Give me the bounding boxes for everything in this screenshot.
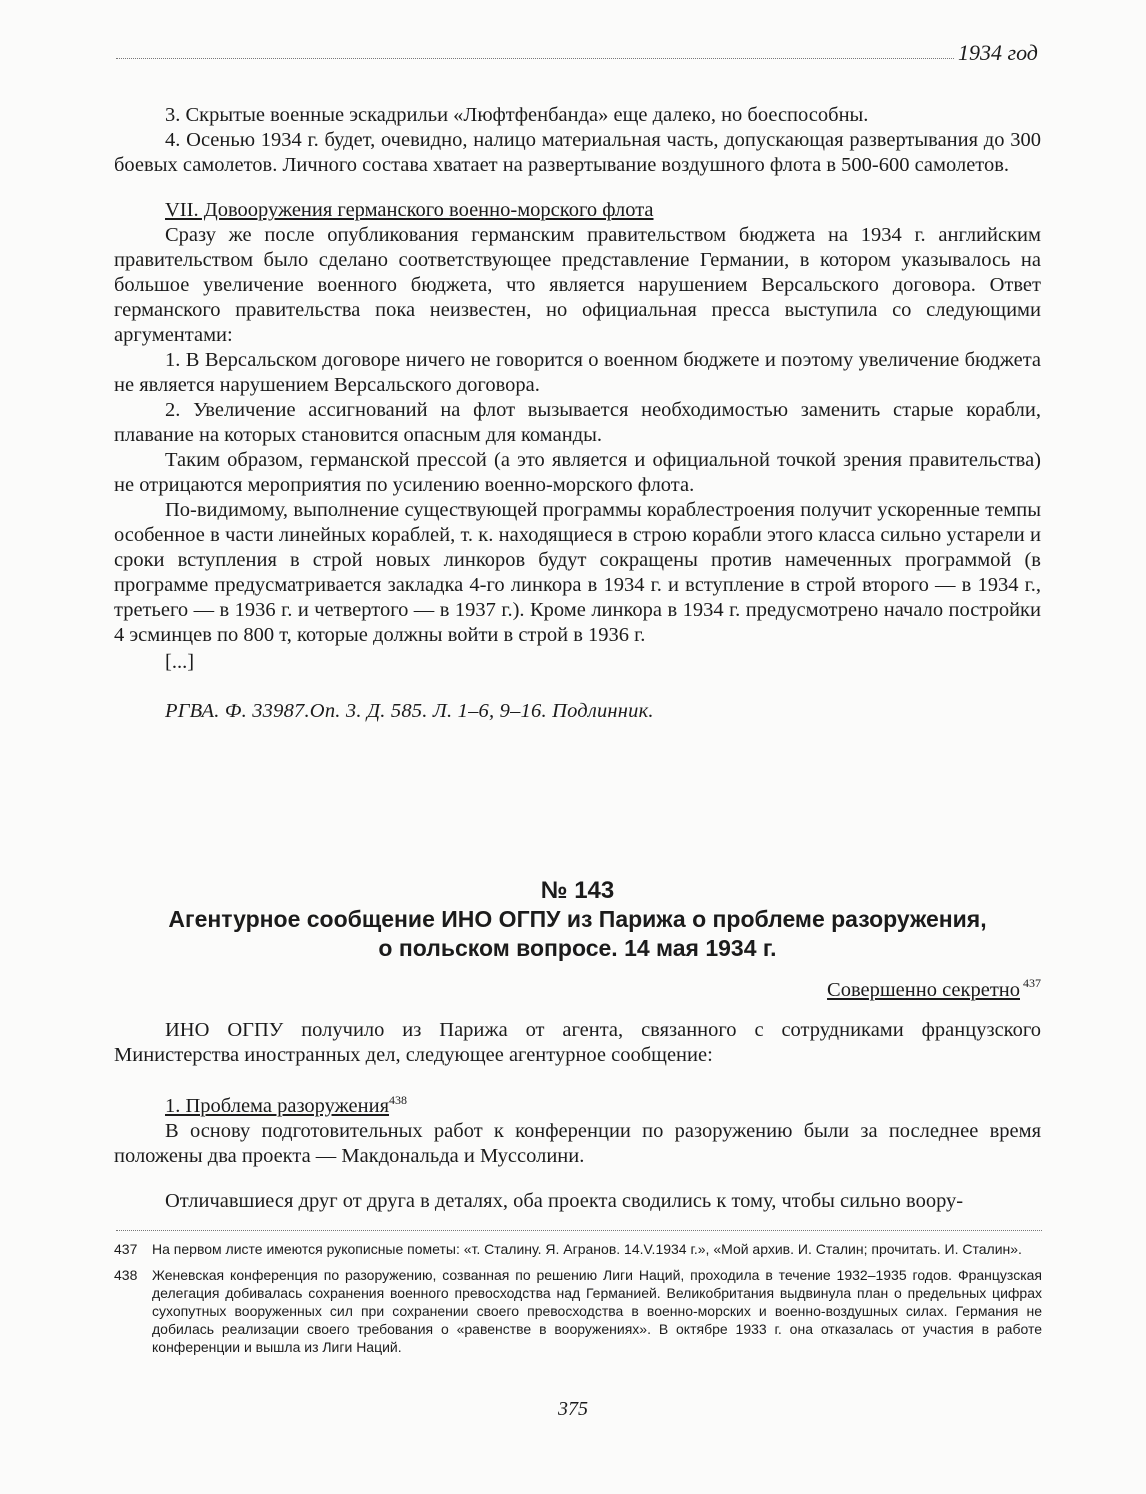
footnote <box>114 1266 1042 1356</box>
footnote-rule <box>116 1230 1042 1231</box>
footnote-text: Женевская конференция по разоружению, созванная по решению Лиги Наций, проходила в течение 1932–1935 годов. Французская делегация добивалась сохранения военного превосходства над Германией. Великобритания выдвинула план о предельных цифрах сухопутных вооруженных сил при сохранении своего превосходства в военно-морских и военно-воздушных силах. Германия не добилась реализации своего требования о «равенстве в вооружениях». В октябре 1933 г. она отказалась от участия в работе конференции и вышла из Лиги Наций. <box>152 1267 1042 1355</box>
paragraph: Таким образом, германской прессой (а это является и официальной точкой зрения правительства) не отрицаются мероприятия по усилению военно-морского флота. <box>114 449 1041 496</box>
footnote-text: На первом листе имеются рукописные пометы: «т. Сталину. Я. Агранов. 14.V.1934 г.», «Мой архив. И. Сталин; прочитать. И. Сталин». <box>152 1241 1022 1257</box>
document-title-line2: о польском вопросе. 14 мая 1934 г. <box>378 935 777 961</box>
running-head: 1934 год <box>958 40 1038 65</box>
document-title-line1: Агентурное сообщение ИНО ОГПУ из Парижа о проблеме разоружения, <box>168 906 987 932</box>
paragraph: Сразу же после опубликования германским правительством бюджета на 1934 г. английским правительством было сделано соответствующее представление Германии, в котором указывалось на большое увеличение военного бюджета, что является нарушением Версальского договора. Ответ германского правительства пока неизвестен, но официальная пресса выступила со следующими аргументами: <box>114 224 1041 346</box>
paragraph: Отличавшиеся друг от друга в деталях, оба проекта сводились к тому, чтобы сильно воору- <box>165 1190 964 1212</box>
footnote-ref: 438 <box>389 1093 408 1107</box>
document-header <box>114 876 1041 963</box>
archive-source: РГВА. Ф. 33987.Оп. 3. Д. 585. Л. 1–6, 9–16. Подлинник. <box>165 700 654 722</box>
paragraph: 1. В Версальском договоре ничего не говорится о военном бюджете и поэтому увеличение бюджета не является нарушением Версальского договора. <box>114 349 1041 396</box>
list-item: 4. Осенью 1934 г. будет, очевидно, налицо материальная часть, допускающая развертывания до 300 боевых самолетов. Личного состава хватает на развертывание воздушного флота в 500-600 самолетов. <box>114 129 1041 176</box>
paragraph: 2. Увеличение ассигнований на флот вызывается необходимостью заменить старые корабли, плавание на которых становится опасным для команды. <box>114 399 1041 446</box>
subheading <box>114 1088 1041 1119</box>
paragraph: В основу подготовительных работ к конференции по разоружению были за последнее время положены два проекта — Макдональда и Муссолини. <box>114 1120 1041 1167</box>
page-number: 375 <box>558 1398 588 1420</box>
footnotes <box>114 1240 1042 1364</box>
subheading-text: 1. Проблема разоружения <box>165 1095 390 1117</box>
footnote-ref: 437 <box>1023 976 1041 990</box>
list-item: 3. Скрытые военные эскадрильи «Люфтфенбанда» еще далеко, но боеспособны. <box>165 104 869 126</box>
classification <box>827 976 1041 1002</box>
section-heading-text: VII. Довооружения германского военно-морского флота <box>165 199 654 221</box>
footnote <box>114 1240 1042 1258</box>
footnote-number: 437 <box>114 1241 138 1257</box>
body-text-document <box>114 1018 1041 1214</box>
document-number: № 143 <box>540 877 615 904</box>
footnote-number: 438 <box>114 1267 138 1283</box>
header-rule <box>116 58 954 59</box>
section-heading <box>114 198 1041 223</box>
ellipsis: [...] <box>165 651 195 673</box>
body-text-top <box>114 103 1041 724</box>
paragraph: По-видимому, выполнение существующей программы кораблестроения получит ускоренные темпы особенное в части линейных кораблей, т. к. находящиеся в строю корабли этого класса сильно устарели и сроки вступления в строй новых линкоров будут сокращены против намеченных программой (в программе предусматривается закладка 4-го линкора в 1934 г. и вступление в строй второго — в 1934 г., третьего — в 1936 г. и четвертого — в 1937 г.). Кроме линкора в 1934 г. предусмотрено начало постройки 4 эсминцев по 800 т, которые должны войти в строй в 1936 г. <box>114 499 1041 646</box>
classification-label: Совершенно секретно <box>827 979 1020 1001</box>
intro-paragraph: ИНО ОГПУ получило из Парижа от агента, связанного с сотрудниками французского Министерства иностранных дел, следующее агентурное сообщение: <box>114 1019 1041 1066</box>
